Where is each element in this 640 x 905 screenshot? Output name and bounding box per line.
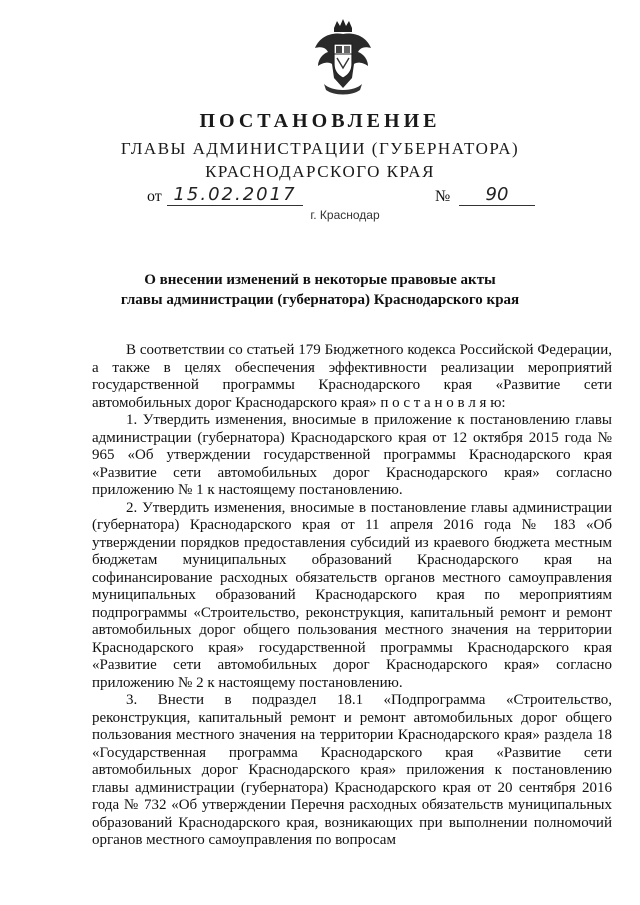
- handwritten-date: 15.02.2017: [167, 184, 303, 206]
- document-type-heading: ПОСТАНОВЛЕНИЕ: [199, 110, 441, 132]
- title-line-2: главы администрации (губернатора) Краснодарского края: [120, 292, 520, 308]
- body-paragraph-preamble: В соответствии со статьей 179 Бюджетного кодекса Российской Федерации, а также в целях обеспечения эффективности реализации мероприятий государственной программы Краснодарского края «Развитие сети автомобильных дорог Краснодарского края» п о с т а н о в л я ю:: [92, 342, 612, 411]
- date-prefix-label: от: [147, 188, 162, 205]
- number-sign-label: №: [435, 188, 451, 205]
- body-paragraph-2: 2. Утвердить изменения, вносимые в постановление главы администрации (губернатора) Краснодарского края от 11 апреля 2016 года № 183 «Об утверждении порядков предоставления субсидий из краевого бюджета местным бюджетам муниципальных образований Краснодарского края на софинансирование расходных обязательств органов местного самоуправления муниципальных образований Краснодарского края по мероприятиям подпрограммы «Строительство, реконструкция, капитальный ремонт и ремонт автомобильных дорог общего пользования местного значения на территории Краснодарского края» государственной программы Краснодарского края «Развитие сети автомобильных дорог Краснодарского края» согласно приложению № 2 к настоящему постановлению.: [92, 499, 612, 691]
- body-paragraph-1: 1. Утвердить изменения, вносимые в приложение к постановлению главы администрации (губернатора) Краснодарского края от 12 октября 2015 года № 965 «Об утверждении государственной программы Краснодарского края «Развитие сети автомобильных дорог Краснодарского края» согласно приложению № 1 к настоящему постановлению.: [92, 412, 612, 498]
- body-paragraph-3: 3. Внести в подраздел 18.1 «Подпрограмма «Строительство, реконструкция, капитальный ремонт и ремонт автомобильных дорог общего пользования местного значения на территории Краснодарского края» раздела 18 «Государственная программа Краснодарского края «Развитие сети автомобильных дорог Краснодарского края» приложения к постановлению главы администрации (губернатора) Краснодарского края от 20 сентября 2016 года № 732 «Об утверждении Перечня расходных обязательств муниципальных образований Краснодарского края, возникающих при выполнении полномочий органов местного самоуправления по вопросам: [92, 692, 612, 848]
- document-body: [92, 342, 612, 850]
- document-title: [0, 270, 640, 310]
- date-number-line: [147, 184, 547, 210]
- authority-heading-line2: КРАСНОДАРСКОГО КРАЯ: [205, 162, 435, 181]
- city-label: г. Краснодар: [310, 208, 380, 222]
- title-line-1: О внесении изменений в некоторые правовые акты: [144, 272, 496, 288]
- coat-of-arms-emblem: [312, 18, 374, 98]
- handwritten-document-number: 90: [459, 184, 535, 206]
- authority-heading-line1: ГЛАВЫ АДМИНИСТРАЦИИ (ГУБЕРНАТОРА): [120, 139, 520, 158]
